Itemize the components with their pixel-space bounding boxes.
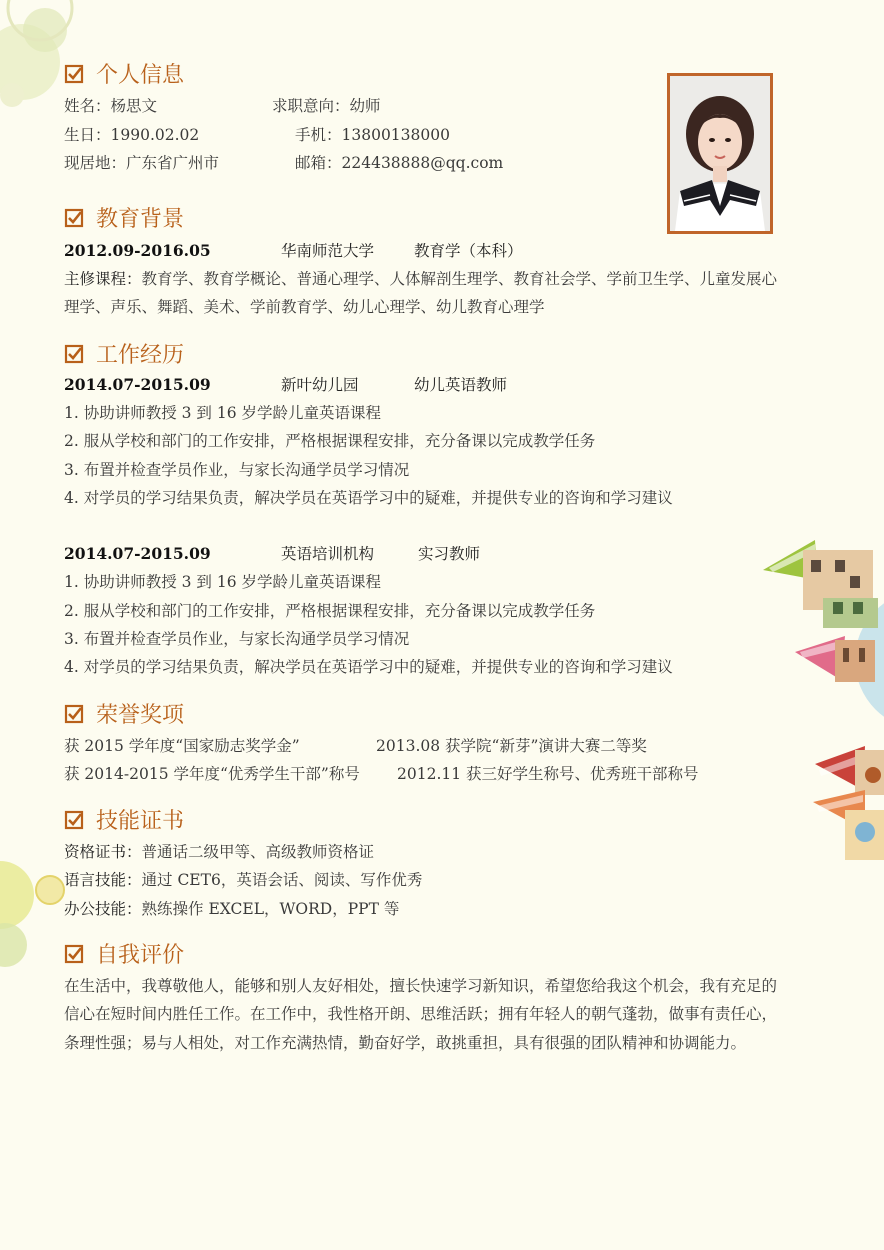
self-eval-line: 条理性强；易与人相处，对工作充满热情，勤奋好学，敢挑重担，具有很强的团队精神和协调能力。	[64, 1034, 747, 1052]
section-title-skills	[64, 804, 184, 835]
job-2-item: 1. 协助讲师教授 3 到 16 岁学龄儿童英语课程	[64, 573, 382, 591]
date-text: 2014.07-2015.09	[64, 544, 211, 563]
job-1-date	[64, 374, 211, 396]
date-text: 2014.07-2015.09	[64, 375, 211, 394]
job-1-item: 3. 布置并检查学员作业，与家长沟通学员学习情况	[64, 461, 410, 479]
job-1-role: 幼儿英语教师	[414, 376, 508, 394]
skill-language	[64, 869, 422, 891]
section-title-work	[64, 338, 184, 369]
courses-line-1	[64, 268, 777, 290]
courses-line-2: 理学、声乐、舞蹈、美术、学前教育学、幼儿心理学、幼儿教育心理学	[64, 298, 545, 316]
skill-label: 办公技能：	[64, 900, 142, 918]
checkbox-icon	[64, 810, 84, 830]
portrait-photo	[667, 73, 773, 234]
job-2-item: 3. 布置并检查学员作业，与家长沟通学员学习情况	[64, 630, 410, 648]
checkbox-icon	[64, 704, 84, 724]
job-2-item: 2. 服从学校和部门的工作安排，严格根据课程安排，充分备课以完成教学任务	[64, 602, 596, 620]
skill-cert	[64, 841, 374, 863]
job-1-org: 新叶幼儿园	[281, 376, 359, 394]
email-field: 邮箱：224438888@qq.com	[295, 154, 504, 172]
name-field: 姓名：杨思文	[64, 97, 158, 115]
self-eval-line: 信心在短时间内胜任工作。在工作中，我性格开朗、思维活跃；拥有年轻人的朝气蓬勃，做事有责任心，	[64, 1005, 778, 1023]
honor-item: 2013.08 获学院“新芽”演讲大赛二等奖	[376, 737, 647, 755]
skill-text: 普通话二级甲等、高级教师资格证	[141, 843, 375, 861]
section-title-text: 自我评价	[96, 943, 185, 968]
skill-text: 熟练操作 EXCEL，WORD，PPT 等	[141, 900, 400, 918]
education-school: 华南师范大学	[281, 242, 375, 260]
decorative-bubbles-top	[0, 0, 120, 110]
job-2-org: 英语培训机构	[281, 545, 375, 563]
checkbox-icon	[64, 208, 84, 228]
job-2-item: 4. 对学员的学习结果负责，解决学员在英语学习中的疑难，并提供专业的咨询和学习建议	[64, 658, 673, 676]
cartoon-houses-decoration	[755, 540, 884, 870]
intent-field: 求职意向：幼师	[272, 97, 381, 115]
job-2-role: 实习教师	[418, 545, 481, 563]
honor-item: 获 2015 学年度“国家励志奖学金”	[64, 737, 300, 755]
honor-item: 获 2014-2015 学年度“优秀学生干部”称号	[64, 765, 360, 783]
section-title-education	[64, 202, 184, 233]
job-2-date	[64, 543, 211, 565]
section-title-text: 技能证书	[96, 809, 185, 834]
courses-text: 教育学、教育学概论、普通心理学、人体解剖生理学、教育社会学、学前卫生学、儿童发展心	[141, 270, 778, 288]
section-title-self	[64, 938, 184, 969]
address-field: 现居地：广东省广州市	[64, 154, 220, 172]
section-title-text: 工作经历	[96, 343, 185, 368]
job-1-item: 4. 对学员的学习结果负责，解决学员在英语学习中的疑难，并提供专业的咨询和学习建议	[64, 489, 673, 507]
phone-field: 手机：13800138000	[295, 126, 450, 144]
education-major: 教育学（本科）	[414, 242, 523, 260]
skill-label: 资格证书：	[64, 843, 142, 861]
self-eval-line: 在生活中，我尊敬他人，能够和别人友好相处，擅长快速学习新知识，希望您给我这个机会，我有充足的	[64, 977, 778, 995]
date-text: 2012.09-2016.05	[64, 241, 211, 260]
skill-office	[64, 898, 399, 920]
honor-item: 2012.11 获三好学生称号、优秀班干部称号	[397, 765, 699, 783]
birthday-field: 生日：1990.02.02	[64, 126, 200, 144]
section-title-text: 教育背景	[96, 207, 185, 232]
section-title-personal	[64, 58, 184, 89]
skill-text: 通过 CET6，英语会话、阅读、写作优秀	[141, 871, 423, 889]
checkbox-icon	[64, 944, 84, 964]
skill-label: 语言技能：	[64, 871, 142, 889]
section-title-honors	[64, 698, 184, 729]
checkbox-icon	[64, 344, 84, 364]
section-title-text: 个人信息	[96, 63, 185, 88]
section-title-text: 荣誉奖项	[96, 703, 185, 728]
checkbox-icon	[64, 64, 84, 84]
job-1-item: 2. 服从学校和部门的工作安排，严格根据课程安排，充分备课以完成教学任务	[64, 432, 596, 450]
education-date	[64, 240, 211, 262]
courses-label: 主修课程：	[64, 270, 142, 288]
job-1-item: 1. 协助讲师教授 3 到 16 岁学龄儿童英语课程	[64, 404, 382, 422]
